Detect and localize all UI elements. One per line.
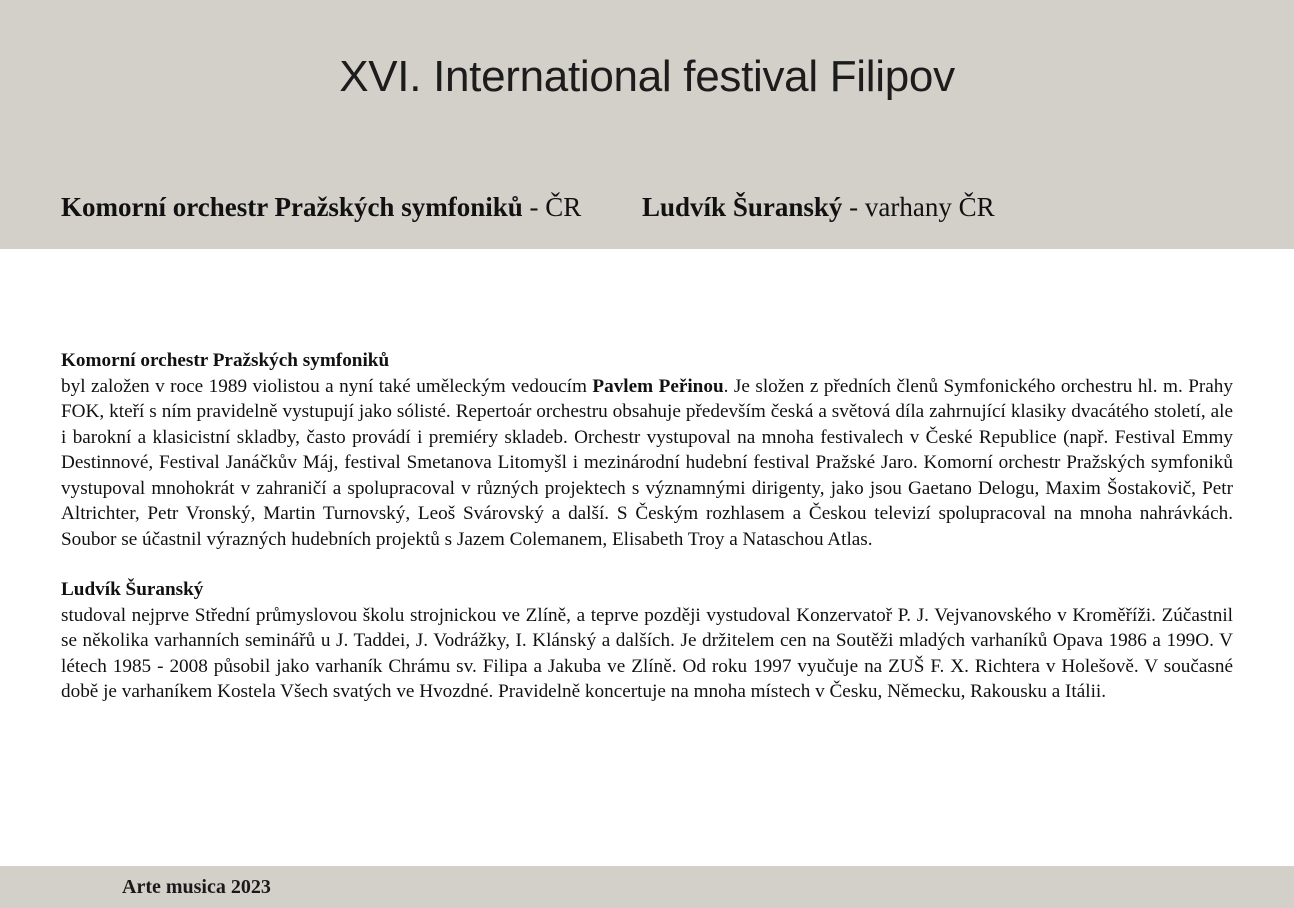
section-organist [61,577,1233,705]
footer-band [0,866,1294,908]
performer-suffix: - ČR [522,192,582,222]
performers-line [61,192,995,223]
performer-name: Komorní orchestr Pražských symfoniků [61,192,523,222]
section-heading: Komorní orchestr Pražských symfoniků [61,350,390,371]
conductor-name: Pavlem Peřinou [592,375,724,397]
section-orchestra [61,348,1233,552]
performer-organist [642,192,995,223]
section-paragraph: studoval nejprve Střední průmyslovou školu strojnickou ve Zlíně, a teprve později vystudoval Konzervatoř P. J. Vejvanovského v Kroměříži. Zúčastnil se několika varhanních seminářů u J. Taddei, J. Vodrážky, I. Klánský a dalších. Je držitelem cen na Soutěži mladých varhaníků Opava 1986 a 199O. V létech 1985 - 2008 působil jako varhaník Chrámu sv. Filipa a Jakuba ve Zlíně. Od roku 1997 vyučuje na ZUŠ F. X. Richtera v Holešově. V současné době je varhaníkem Kostela Všech svatých ve Hvozdné. Pravidelně koncertuje na mnoha místech v Česku, Německu, Rakousku a Itálii. [61,604,1233,702]
footer-label: Arte musica 2023 [122,876,271,898]
page-title: XVI. International festival Filipov [339,52,955,101]
main-content [61,348,1233,705]
performer-name: Ludvík Šuranský [642,192,843,222]
section-paragraph [61,374,1233,553]
performer-orchestra [61,192,581,223]
section-heading: Ludvík Šuranský [61,579,204,600]
performer-suffix: - varhany ČR [842,192,995,222]
paragraph-text: byl založen v roce 1989 violistou a nyní také uměleckým vedoucím [61,375,593,397]
header-band [0,0,1294,249]
paragraph-text: . Je složen z předních členů Symfonického orchestru hl. m. Prahy FOK, kteří s ním pravidelně vystupují jako sólisté. Repertoár orchestru obsahuje především česká a světová díla zahrnující klasiky dvacátého století, ale i barokní a klasicistní skladby, často provádí i premiéry skladeb. Orchestr vystupoval na mnoha festivalech v České Republice (např. Festival Emmy Destinnové, Festival Janáčkův Máj, festival Smetanova Litomyšl i mezinárodní hudební festival Pražské Jaro. Komorní orchestr Pražských symfoniků vystupoval mnohokrát v zahraničí a spolupracoval v různých projektech s významnými dirigenty, jako jsou Gaetano Delogu, Maxim Šostakovič, Petr Altrichter, Petr Vronský, Martin Turnovský, Leoš Svárovský a další. S Českým rozhlasem a Českou televizí spolupracoval na mnoha nahrávkách. Soubor se účastnil výrazných hudebních projektů s Jazem Colemanem, Elisabeth Troy a Nataschou Atlas. [61,375,1233,550]
